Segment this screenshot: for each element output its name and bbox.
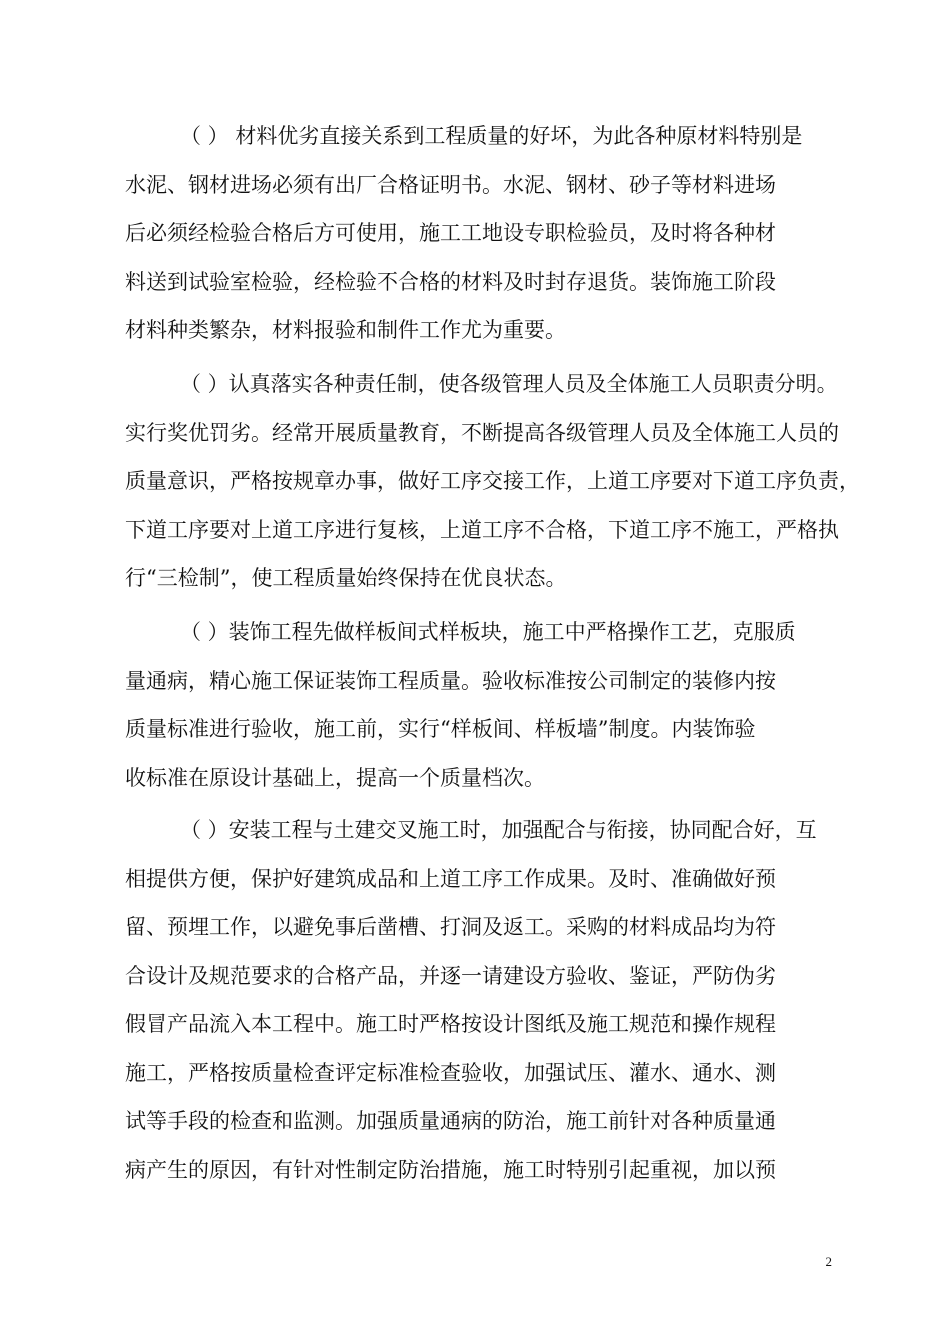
text-line: 质量意识，严格按规章办事，做好工序交接工作，上道工序要对下道工序负责， <box>125 469 860 493</box>
text-line: 水泥、钢材进场必须有出厂合格证明书。水泥、钢材、砂子等材料进场 <box>125 172 776 197</box>
text-line: 施工，严格按质量检查评定标准检查验收，加强试压、灌水、通水、测 <box>125 1060 776 1085</box>
paragraph-responsibility <box>125 360 860 603</box>
text-line: （ ）认真落实各种责任制，使各级管理人员及全体施工人员职责分明。 <box>180 372 838 396</box>
text-line: 材料种类繁杂，材料报验和制件工作尤为重要。 <box>125 318 566 342</box>
text-line: 收标准在原设计基础上，提高一个质量档次。 <box>125 765 545 790</box>
text-line: （ ）安装工程与土建交叉施工时，加强配合与衔接，协同配合好，互 <box>180 818 817 842</box>
text-line: 留、预埋工作，以避免事后凿槽、打洞及返工。采购的材料成品均为符 <box>125 915 776 939</box>
text-line: 假冒产品流入本工程中。施工时严格按设计图纸及施工规范和操作规程 <box>125 1012 776 1036</box>
page-number: 2 <box>825 1254 832 1269</box>
text-line: 量通病，精心施工保证装饰工程质量。验收标准按公司制定的装修内按 <box>125 668 776 693</box>
text-line: （ ）装饰工程先做样板间式样板块，施工中严格操作工艺，克服质 <box>180 620 796 644</box>
text-line: 后必须经检验合格后方可使用，施工工地设专职检验员，及时将各种材 <box>125 221 776 245</box>
paragraph-decoration <box>125 608 835 802</box>
text-line: 质量标准进行验收，施工前，实行“样板间、样板墙”制度。内装饰验 <box>125 717 756 741</box>
text-line: 病产生的原因，有针对性制定防治措施，施工时特别引起重视，加以预 <box>125 1157 776 1182</box>
text-line: 行“三检制”，使工程质量始终保持在优良状态。 <box>125 566 567 590</box>
text-line: 料送到试验室检验，经检验不合格的材料及时封存退货。装饰施工阶段 <box>125 269 776 294</box>
text-line: 相提供方便，保护好建筑成品和上道工序工作成果。及时、准确做好预 <box>125 866 776 891</box>
paragraph-installation <box>125 806 835 1194</box>
text-line: 下道工序要对上道工序进行复核，上道工序不合格，下道工序不施工，严格执 <box>125 517 839 542</box>
text-line: （ ） 材料优劣直接关系到工程质量的好坏，为此各种原材料特别是 <box>180 124 803 148</box>
text-line: 试等手段的检查和监测。加强质量通病的防治，施工前针对各种质量通 <box>125 1109 776 1133</box>
paragraph-materials <box>125 112 835 355</box>
text-line: 合设计及规范要求的合格产品，并逐一请建设方验收、鉴证，严防伪劣 <box>125 963 776 988</box>
text-line: 实行奖优罚劣。经常开展质量教育，不断提高各级管理人员及全体施工人员的 <box>125 420 839 445</box>
